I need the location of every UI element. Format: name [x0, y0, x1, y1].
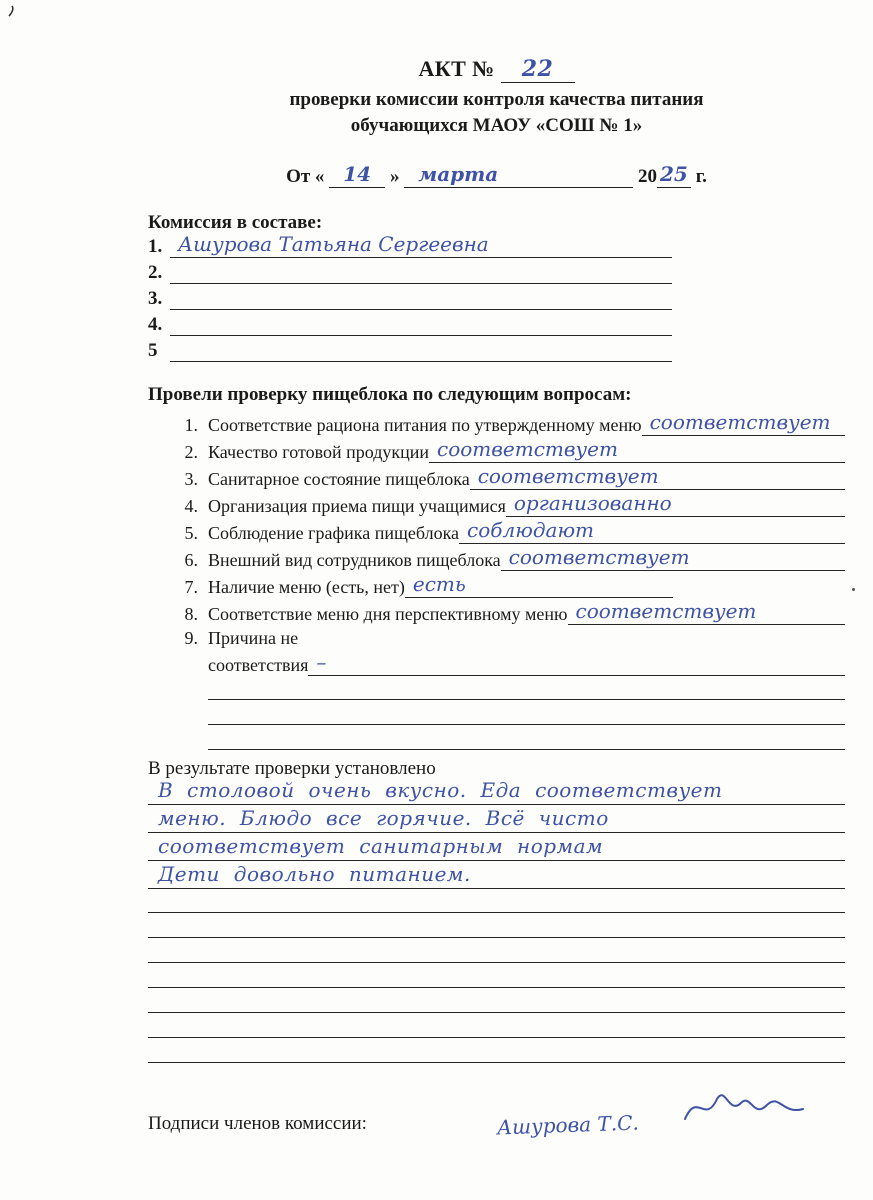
- inspection-item: [148, 628, 845, 649]
- item-answer-line: [642, 412, 845, 436]
- empty-write-line: [148, 1017, 845, 1038]
- result-text-handwritten: меню. Блюдо все горячие. Всё чисто: [158, 806, 609, 831]
- item-label: Организация приема пищи учащимися: [208, 496, 506, 517]
- commission-member-row: [148, 338, 672, 362]
- empty-write-line: [148, 917, 845, 938]
- item-label: Причина не: [208, 628, 299, 649]
- commission-member-row: [148, 286, 672, 310]
- item-answer-handwritten: организованно: [513, 491, 672, 516]
- member-number: 1.: [148, 236, 163, 258]
- result-section: [148, 758, 845, 1063]
- item-number: 2.: [184, 442, 198, 463]
- item-answer-line: [470, 466, 845, 490]
- subtitle-line-1: проверки комиссии контроля качества питания: [289, 89, 704, 110]
- act-number-line: [501, 56, 575, 83]
- signatures-label: Подписи членов комиссии:: [148, 1113, 367, 1135]
- result-heading: В результате проверки установлено: [148, 758, 436, 780]
- item-answer-handwritten: соблюдают: [467, 518, 595, 543]
- inspection-section: [148, 384, 845, 750]
- date-year-label: г.: [695, 166, 707, 188]
- result-text-handwritten: В столовой очень вкусно. Еда соответствует: [158, 778, 723, 803]
- item-answer-line: [429, 439, 845, 463]
- inspection-item: [148, 574, 845, 598]
- document-subtitle: [148, 87, 845, 138]
- date-year-handwritten: 25: [660, 162, 688, 187]
- result-text-handwritten: соответствует санитарным нормам: [158, 834, 604, 859]
- item-label: Внешний вид сотрудников пищеблока: [208, 550, 501, 571]
- inspection-item-continuation: [208, 652, 845, 676]
- item-answer-line: [501, 547, 845, 571]
- item-answer-handwritten: соответствует: [508, 545, 690, 570]
- inspection-item: [148, 601, 845, 625]
- commission-member-row: [148, 312, 672, 336]
- act-number-handwritten: 22: [521, 56, 554, 82]
- item-answer-line: [459, 520, 845, 544]
- empty-write-line: [148, 992, 845, 1013]
- item-label: Санитарное состояние пищеблока: [208, 469, 470, 490]
- scan-speck: [852, 588, 855, 591]
- title-prefix: АКТ №: [418, 56, 495, 81]
- commission-heading: Комиссия в составе:: [148, 212, 323, 234]
- item-number: 4.: [184, 496, 198, 517]
- item-answer-handwritten: соответствует: [437, 437, 618, 462]
- date-line: [148, 164, 845, 188]
- result-line: [148, 780, 845, 805]
- member-number: 3.: [148, 288, 163, 310]
- date-month-handwritten: марта: [418, 162, 499, 187]
- item-number: 8.: [184, 604, 198, 625]
- scan-artifact-mark: [6, 4, 16, 23]
- member-number: 2.: [148, 262, 163, 284]
- commission-member-row: [148, 234, 672, 258]
- item-answer-line: [308, 652, 845, 676]
- inspection-item: [148, 520, 845, 544]
- commission-section: [148, 212, 672, 362]
- signatures-section: [148, 1085, 845, 1140]
- empty-write-line: [208, 704, 845, 725]
- member-line: [170, 234, 672, 258]
- inspection-item: [148, 412, 845, 436]
- date-close-quote: »: [389, 166, 400, 188]
- inspection-items: [148, 412, 845, 750]
- item-label: Качество готовой продукции: [208, 442, 430, 463]
- item-number: 1.: [184, 415, 198, 436]
- inspection-heading: Провели проверку пищеблока по следующим вопросам:: [148, 384, 632, 406]
- member-line: [170, 338, 672, 362]
- item-answer-handwritten: соответствует: [477, 464, 659, 489]
- member-line: [170, 286, 672, 310]
- subtitle-line-2: обучающихся МАОУ «СОШ № 1»: [350, 114, 643, 136]
- result-line: [148, 836, 845, 861]
- item-answer-handwritten: есть: [412, 572, 466, 597]
- item-answer-handwritten: соответствует: [649, 410, 831, 435]
- result-text-handwritten: Дети довольно питанием.: [158, 862, 471, 887]
- item-number: 5.: [184, 523, 198, 544]
- item-number: 7.: [184, 577, 198, 598]
- item-number: 9.: [184, 628, 198, 649]
- member-line: [170, 260, 672, 284]
- date-month-line: [404, 164, 633, 188]
- item-label: Соблюдение графика пищеблока: [208, 523, 460, 544]
- item-answer-handwritten: –: [316, 650, 327, 675]
- date-day-line: [329, 164, 385, 188]
- inspection-item: [148, 493, 845, 517]
- empty-write-line: [208, 729, 845, 750]
- date-year-line: [657, 164, 691, 188]
- item-answer-line: [405, 574, 673, 598]
- empty-write-line: [208, 679, 845, 700]
- signature-flourish: [679, 1085, 809, 1135]
- signature-name-handwritten: Ашурова Т.С.: [496, 1110, 640, 1140]
- inspection-item: [148, 547, 845, 571]
- empty-write-line: [148, 967, 845, 988]
- item-answer-line: [568, 601, 846, 625]
- result-line: [148, 808, 845, 833]
- item-label: соответствия: [208, 655, 309, 676]
- member-number: 5: [148, 340, 158, 362]
- empty-write-line: [148, 1042, 845, 1063]
- item-label: Наличие меню (есть, нет): [208, 577, 405, 598]
- inspection-item: [148, 439, 845, 463]
- date-year-prefix: 20: [637, 166, 657, 188]
- document-title: [148, 56, 845, 83]
- commission-member-row: [148, 260, 672, 284]
- item-label: Соответствие меню дня перспективному меню: [208, 604, 568, 625]
- result-line: [148, 864, 845, 889]
- item-number: 6.: [184, 550, 198, 571]
- item-answer-handwritten: соответствует: [575, 599, 757, 624]
- inspection-item: [148, 466, 845, 490]
- item-label: Соответствие рациона питания по утвержденному меню: [208, 415, 642, 436]
- empty-write-line: [148, 942, 845, 963]
- item-answer-line: [506, 493, 845, 517]
- item-number: 3.: [184, 469, 198, 490]
- member-name-handwritten: Ашурова Татьяна Сергеевна: [178, 232, 489, 257]
- member-line: [170, 312, 672, 336]
- date-day-handwritten: 14: [343, 162, 372, 187]
- empty-write-line: [148, 892, 845, 913]
- member-number: 4.: [148, 314, 163, 336]
- date-prefix: От «: [286, 166, 325, 188]
